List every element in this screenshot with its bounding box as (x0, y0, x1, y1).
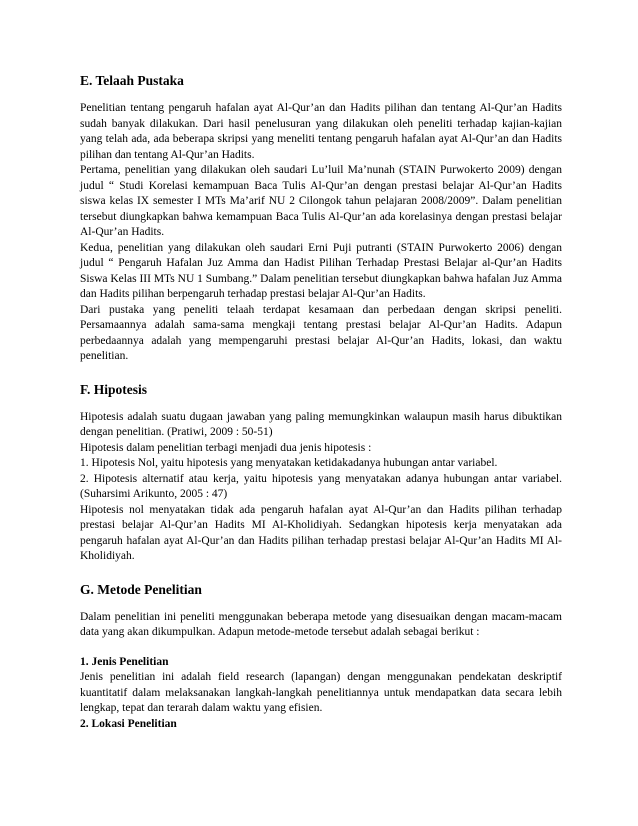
paragraph: Dari pustaka yang peneliti telaah terdapat kesamaan dan perbedaan dengan skripsi peneliti. Persamaannya adalah sama-sama mengkaji tentang prestasi belajar Al-Qur’an Hadits. Adapun perbedaannya adalah yang mempengaruhi prestasi belajar Al-Qur’an Hadits, lokasi, dan waktu penelitian. (80, 303, 562, 362)
section-heading-telaah-pustaka: E. Telaah Pustaka (80, 73, 184, 88)
section-heading-metode-penelitian: G. Metode Penelitian (80, 581, 202, 597)
paragraph: Hipotesis dalam penelitian terbagi menjadi dua jenis hipotesis : (80, 441, 372, 454)
paragraph: Pertama, penelitian yang dilakukan oleh saudari Lu’luil Ma’nunah (STAIN Purwokerto 2009) dengan judul “ Studi Korelasi kemampuan Baca Tulis Al-Qur’an dengan prestasi belajar Al-Qur’an Hadits siswa kelas IX semester I MTs Ma’arif NU 2 Cilongok tahun pelajaran 2008/2009”. Dalam penelitian tersebut diungkapkan bahwa kemampuan Baca Tulis Al-Qur’an ada korelasinya dengan prestasi belajar Al-Qur’an Hadits. (80, 164, 562, 238)
subsection-heading-lokasi-penelitian: 2. Lokasi Penelitian (80, 717, 177, 730)
paragraph: Hipotesis nol menyatakan tidak ada pengaruh hafalan ayat Al-Qur’an dan Hadits pilihan terhadap prestasi belajar Al-Qur’an Hadits MI Al-Kholidiyah. Sedangkan hipotesis kerja menyatakan ada pengaruh hafalan ayat Al-Qur’an dan Hadits pilihan terhadap prestasi belajar Al-Qur’an Hadits MI Al-Kholidiyah. (80, 503, 562, 562)
paragraph: Jenis penelitian ini adalah field research (lapangan) dengan menggunakan pendekatan deskriptif kuantitatif dalam melaksanakan langkah-langkah penelitiannya untuk mendapatkan data secara lebih lengkap, tepat dan terarah dalam waktu yang efisien. (80, 671, 562, 714)
section-heading-hipotesis: F. Hipotesis (80, 381, 148, 397)
paragraph: Dalam penelitian ini peneliti menggunakan beberapa metode yang disesuaikan dengan macam-macam data yang akan dikumpulkan. Adapun metode-metode tersebut adalah sebagai berikut : (80, 610, 562, 638)
paragraph: Penelitian tentang pengaruh hafalan ayat Al-Qur’an dan Hadits pilihan dan tentang Al-Qur’an Hadits sudah banyak dilakukan. Dari hasil penelusuran yang dilakukan oleh peneliti terhadap kajian-kajian yang telah ada, ada beberapa skripsi yang meneliti tentang pengaruh hafalan ayat Al-Qur’an dan Hadits pilihan dan tentang Al-Qur’an Hadits. (80, 102, 562, 161)
list-item: 2. Hipotesis alternatif atau kerja, yaitu hipotesis yang menyatakan adanya hubungan antar variabel. (Suharsimi Arikunto, 2005 : 47) (80, 472, 562, 500)
paragraph: Hipotesis adalah suatu dugaan jawaban yang paling memungkinkan walaupun masih harus dibuktikan dengan penelitian. (Pratiwi, 2009 : 50-51) (80, 410, 562, 438)
page-content (80, 73, 562, 732)
subsection-heading-jenis-penelitian: 1. Jenis Penelitian (80, 655, 169, 668)
paragraph: Kedua, penelitian yang dilakukan oleh saudari Erni Puji putranti (STAIN Purwokerto 2006) dengan judul “ Pengaruh Hafalan Juz Amma dan Hadist Pilihan Terhadap Prestasi Belajar al-Qur’an Hadits Siswa Kelas III MTs NU 1 Sumbang.” Dalam penelitian tersebut diungkapkan bahwa hafalan Juz Amma dan Hadits pilihan berpengaruh terhadap prestasi belajar Al-Qur’an Hadits. (80, 241, 562, 300)
list-item: 1. Hipotesis Nol, yaitu hipotesis yang menyatakan ketidakadanya hubungan antar variabel. (80, 457, 498, 469)
